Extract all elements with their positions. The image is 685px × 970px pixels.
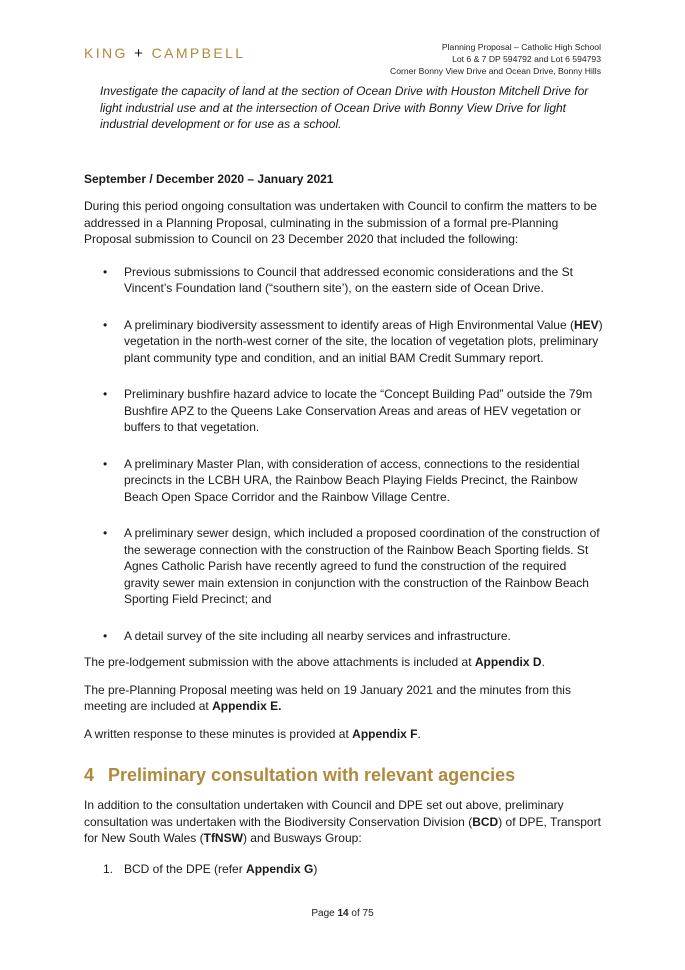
list-number: 1. <box>103 861 114 876</box>
italic-quote: Investigate the capacity of land at the section of Ocean Drive with Houston Mitchell Drive for light industrial use and at the intersection of Ocean Drive with Bonny View Drive for light industrial development or for use as a school. <box>100 84 589 131</box>
bullet-icon: • <box>103 264 108 279</box>
paragraph-text: ) of DPE, Transport for New South Wales ( <box>84 814 601 845</box>
paragraph-text: . <box>417 726 421 741</box>
list-item <box>84 525 604 608</box>
agency-numbered-list <box>84 861 604 878</box>
bullet-icon: • <box>103 317 108 332</box>
section-heading <box>84 764 604 786</box>
header-line-1: Planning Proposal – Catholic High School <box>441 42 601 52</box>
list-item <box>84 861 604 878</box>
list-text: ) <box>313 861 318 876</box>
list-item <box>84 628 604 645</box>
bullet-text: Previous submissions to Council that addressed economic considerations and the St Vincent’s Foundation land (“southern site’), on the eastern side of Ocean Drive. <box>124 264 573 295</box>
appendix-e-ref: Appendix E. <box>212 699 282 713</box>
header-line-2: Lot 6 & 7 DP 594792 and Lot 6 594793 <box>452 54 601 64</box>
page-content <box>84 83 604 877</box>
bullet-bold-term: HEV <box>573 317 599 332</box>
section-number: 4 <box>84 765 95 785</box>
submission-bullet-list <box>84 264 604 645</box>
meeting-paragraph <box>84 682 604 715</box>
bullet-icon: • <box>103 387 108 401</box>
bullet-text: A preliminary Master Plan, with consideration of access, connections to the residential precincts in the LCBH URA, the Rainbow Beach Playing Fields Precinct, the Rainbow Beach Open Space Corridor and the Rainbow Village Centre. <box>124 456 580 504</box>
king-campbell-logo <box>84 45 246 62</box>
bullet-text: ) vegetation in the north-west corner of the site, the location of vegetation plots, preliminary plant community type and condition, and an initial BAM Credit Summary report. <box>124 317 603 365</box>
header-line-3: Corner Bonny View Drive and Ocean Drive, Bonny Hills <box>390 66 601 76</box>
logo-word-king: KING <box>84 45 128 61</box>
paragraph-text: A written response to these minutes is provided at <box>84 726 353 741</box>
list-item <box>84 317 604 367</box>
bcd-term: BCD <box>472 814 499 829</box>
page-total: 75 <box>362 908 374 919</box>
appendix-d-ref: Appendix D <box>474 655 542 669</box>
bullet-text: A preliminary biodiversity assessment to identify areas of High Environmental Value ( <box>124 317 574 332</box>
appendix-g-ref: Appendix G <box>246 861 314 876</box>
logo-plus: + <box>134 45 146 62</box>
bullet-text: Preliminary bushfire hazard advice to locate the “Concept Building Pad” outside the 79m Bushfire APZ to the Queens Lake Conservation Areas and areas of HEV vegetation or buffers to that vegetation. <box>124 387 593 434</box>
page-footer <box>0 908 685 919</box>
bullet-icon: • <box>103 526 108 540</box>
logo-word-campbell: CAMPBELL <box>151 45 246 61</box>
section-title: Preliminary consultation with relevant agencies <box>108 765 516 785</box>
list-item <box>84 456 604 506</box>
response-paragraph <box>84 726 604 743</box>
paragraph-text: ) and Busways Group: <box>242 831 362 845</box>
tfnsw-term: TfNSW <box>203 831 243 845</box>
agencies-paragraph <box>84 797 604 847</box>
intro-paragraph: During this period ongoing consultation was undertaken with Council to confirm the matters to be addressed in a Planning Proposal, culminating in the submission of a formal pre-Planning Proposal submission to Council on 23 December 2020 that included the following: <box>84 199 597 246</box>
bullet-icon: • <box>103 456 108 471</box>
bullet-text: A preliminary sewer design, which included a proposed coordination of the construction of the sewerage connection with the construction of the Rainbow Beach Sporting fields. St Agnes Catholic Parish have recently agreed to fund the construction of the required gravity sewer main extension in conjunction with the construction of the Rainbow Beach Sporting Field Precinct; and <box>124 526 600 606</box>
footer-text: Page <box>311 908 338 919</box>
period-subheading: September / December 2020 – January 2021 <box>84 171 334 186</box>
paragraph-text: In addition to the consultation undertaken with Council and DPE set out above, preliminary consultation was undertaken with the Biodiversity Conservation Division ( <box>84 798 564 829</box>
bullet-icon: • <box>103 628 108 643</box>
lodgement-paragraph <box>84 654 604 671</box>
appendix-f-ref: Appendix F <box>352 726 418 741</box>
footer-text: of <box>348 908 363 919</box>
list-item <box>84 264 604 297</box>
paragraph-text: The pre-Planning Proposal meeting was held on 19 January 2021 and the minutes from this meeting are included at <box>84 682 571 713</box>
paragraph-text: The pre-lodgement submission with the above attachments is included at <box>84 655 475 669</box>
list-text: BCD of the DPE (refer <box>124 861 247 876</box>
page-number: 14 <box>337 908 349 919</box>
list-item <box>84 386 604 436</box>
page-header-info <box>390 41 601 77</box>
paragraph-text: . <box>541 655 545 669</box>
bullet-text: A detail survey of the site including all nearby services and infrastructure. <box>124 628 511 643</box>
